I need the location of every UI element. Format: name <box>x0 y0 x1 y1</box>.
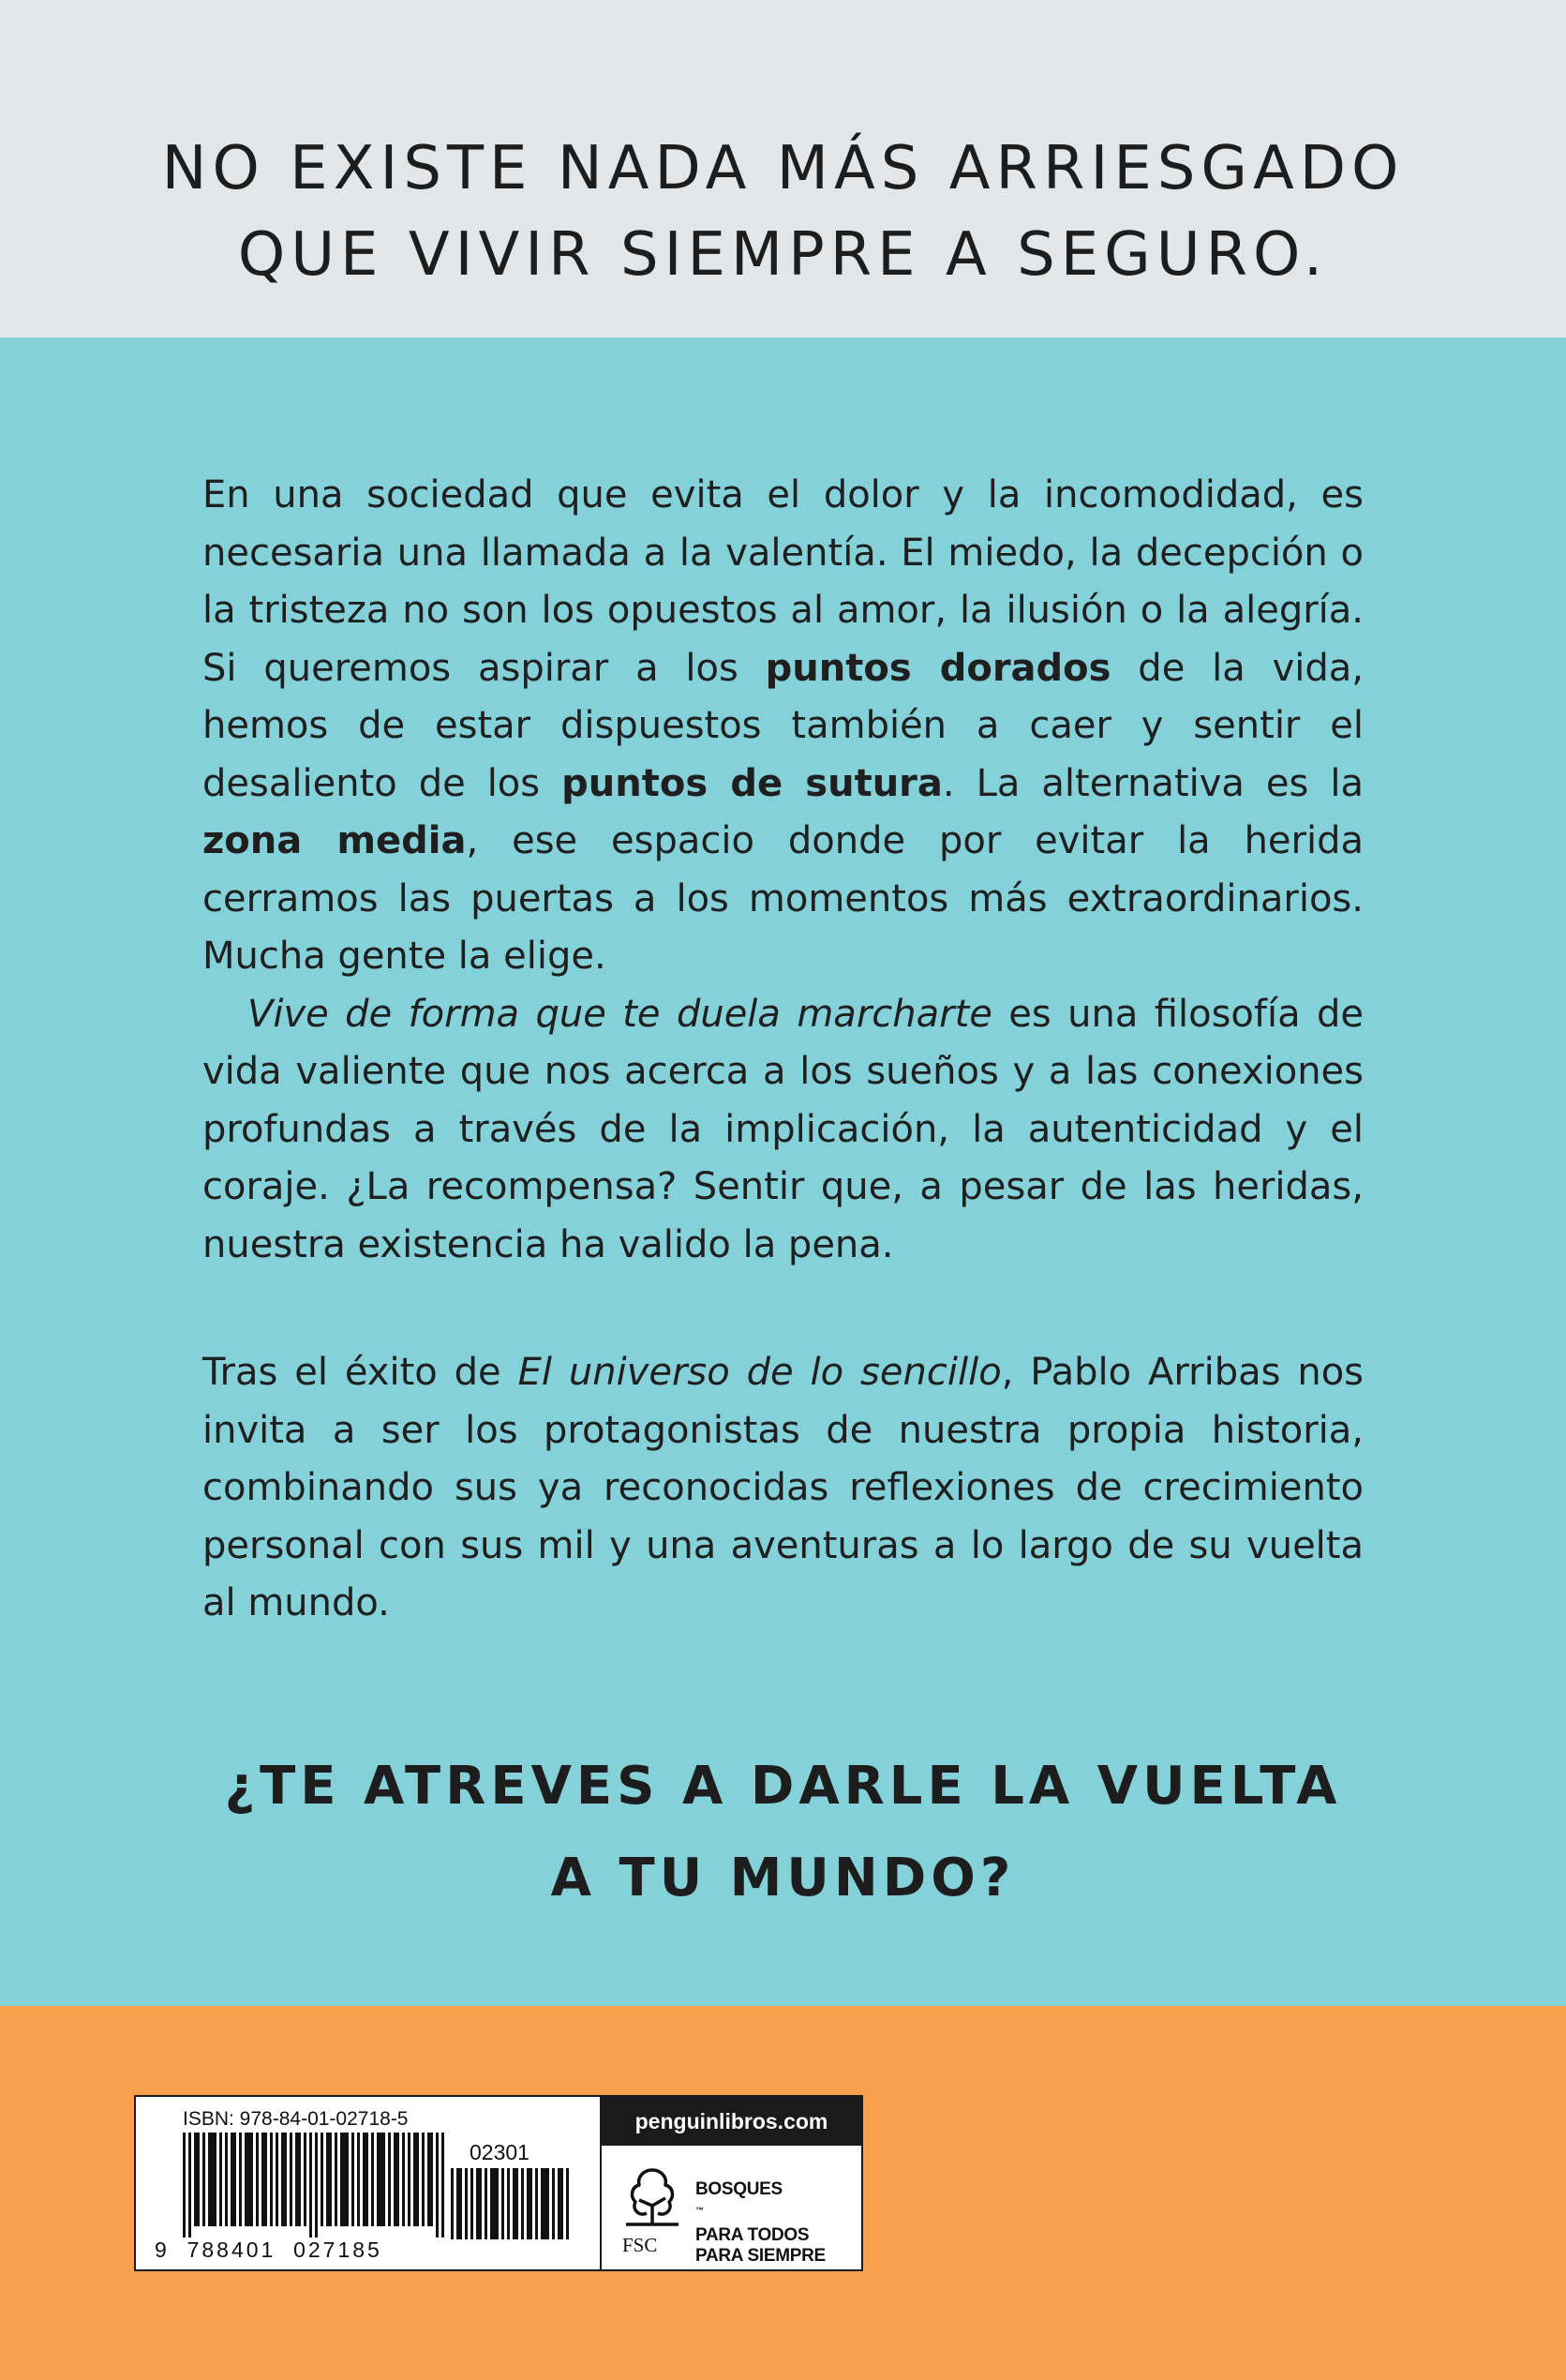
emphasis-puntos-dorados: puntos dorados <box>765 646 1111 690</box>
ean-digits: 9 788401 027185 <box>155 2238 382 2262</box>
barcode-bars-icon <box>183 2133 445 2238</box>
fsc-tree-logo-icon <box>619 2163 686 2232</box>
fsc-line-3: PARA SIEMPRE <box>695 2246 826 2267</box>
barcode-panel <box>134 2095 863 2271</box>
emphasis-puntos-de-sutura: puntos de sutura <box>561 761 943 805</box>
isbn-barcode <box>136 2097 602 2269</box>
fsc-label: FSC <box>622 2234 658 2256</box>
fsc-tagline <box>695 2179 855 2267</box>
price-barcode-bars-icon <box>451 2168 573 2239</box>
closing-question-line-1: ¿TE ATREVES A DARLE LA VUELTA <box>224 1756 1342 1817</box>
headline-line-2: QUE VIVIR SIEMPRE A SEGURO. <box>237 220 1329 290</box>
blurb-body <box>202 467 1364 1274</box>
closing-question-line-2: A TU MUNDO? <box>550 1848 1016 1908</box>
blurb-paragraph-3: Tras el éxito de El universo de lo sencillo, Pablo Arribas nos invita a ser los protagonistas de nuestra propia historia, combinando sus ya reconocidas reflexiones de crecimiento personal con sus mil y una aventuras a lo largo de su vuelta al mundo. <box>202 1351 1365 1624</box>
blurb-paragraph-2: Vive de forma que te duela marcharte es una filosofía de vida valiente que nos acerca a los sueños y a las conexiones profundas a través de la implicación, la autenticidad y el coraje. ¿La recompensa? Sentir que, a pesar de las heridas, nuestra existencia ha valido la pena. <box>202 992 1364 1266</box>
fsc-line-2: PARA TODOS <box>695 2225 810 2246</box>
blurb-paragraph-1: En una sociedad que evita el dolor y la incomodidad, es necesaria una llamada a la valentía. El miedo, la decepción o la tristeza no son los opuestos al amor, la ilusión o la alegría. Si queremos aspirar a los puntos dorados de la vida, hemos de estar dispuestos también a caer y sentir el desaliento de los puntos de sutura. La alternativa es la zona media, ese espacio donde por evitar la herida cerramos las puertas a los momentos más extraordinarios. Mucha gente la elige. <box>202 473 1364 978</box>
headline-line-1: NO EXISTE NADA MÁS ARRIESGADO <box>161 134 1405 203</box>
publisher-panel <box>602 2097 861 2269</box>
isbn-label: ISBN: 978-84-01-02718-5 <box>183 2108 409 2130</box>
fsc-line-1: BOSQUES <box>695 2179 783 2199</box>
header-band <box>0 0 1566 337</box>
book-title-italic: Vive de forma que te duela marcharte <box>247 992 992 1036</box>
publisher-website: penguinlibros.com <box>602 2097 861 2146</box>
price-code: 02301 <box>470 2140 529 2164</box>
author-paragraph <box>202 1344 1364 1633</box>
previous-book-title: El universo de lo sencillo <box>517 1351 1002 1394</box>
emphasis-zona-media: zona media <box>202 819 467 862</box>
trademark-symbol: ™ <box>695 2206 704 2215</box>
